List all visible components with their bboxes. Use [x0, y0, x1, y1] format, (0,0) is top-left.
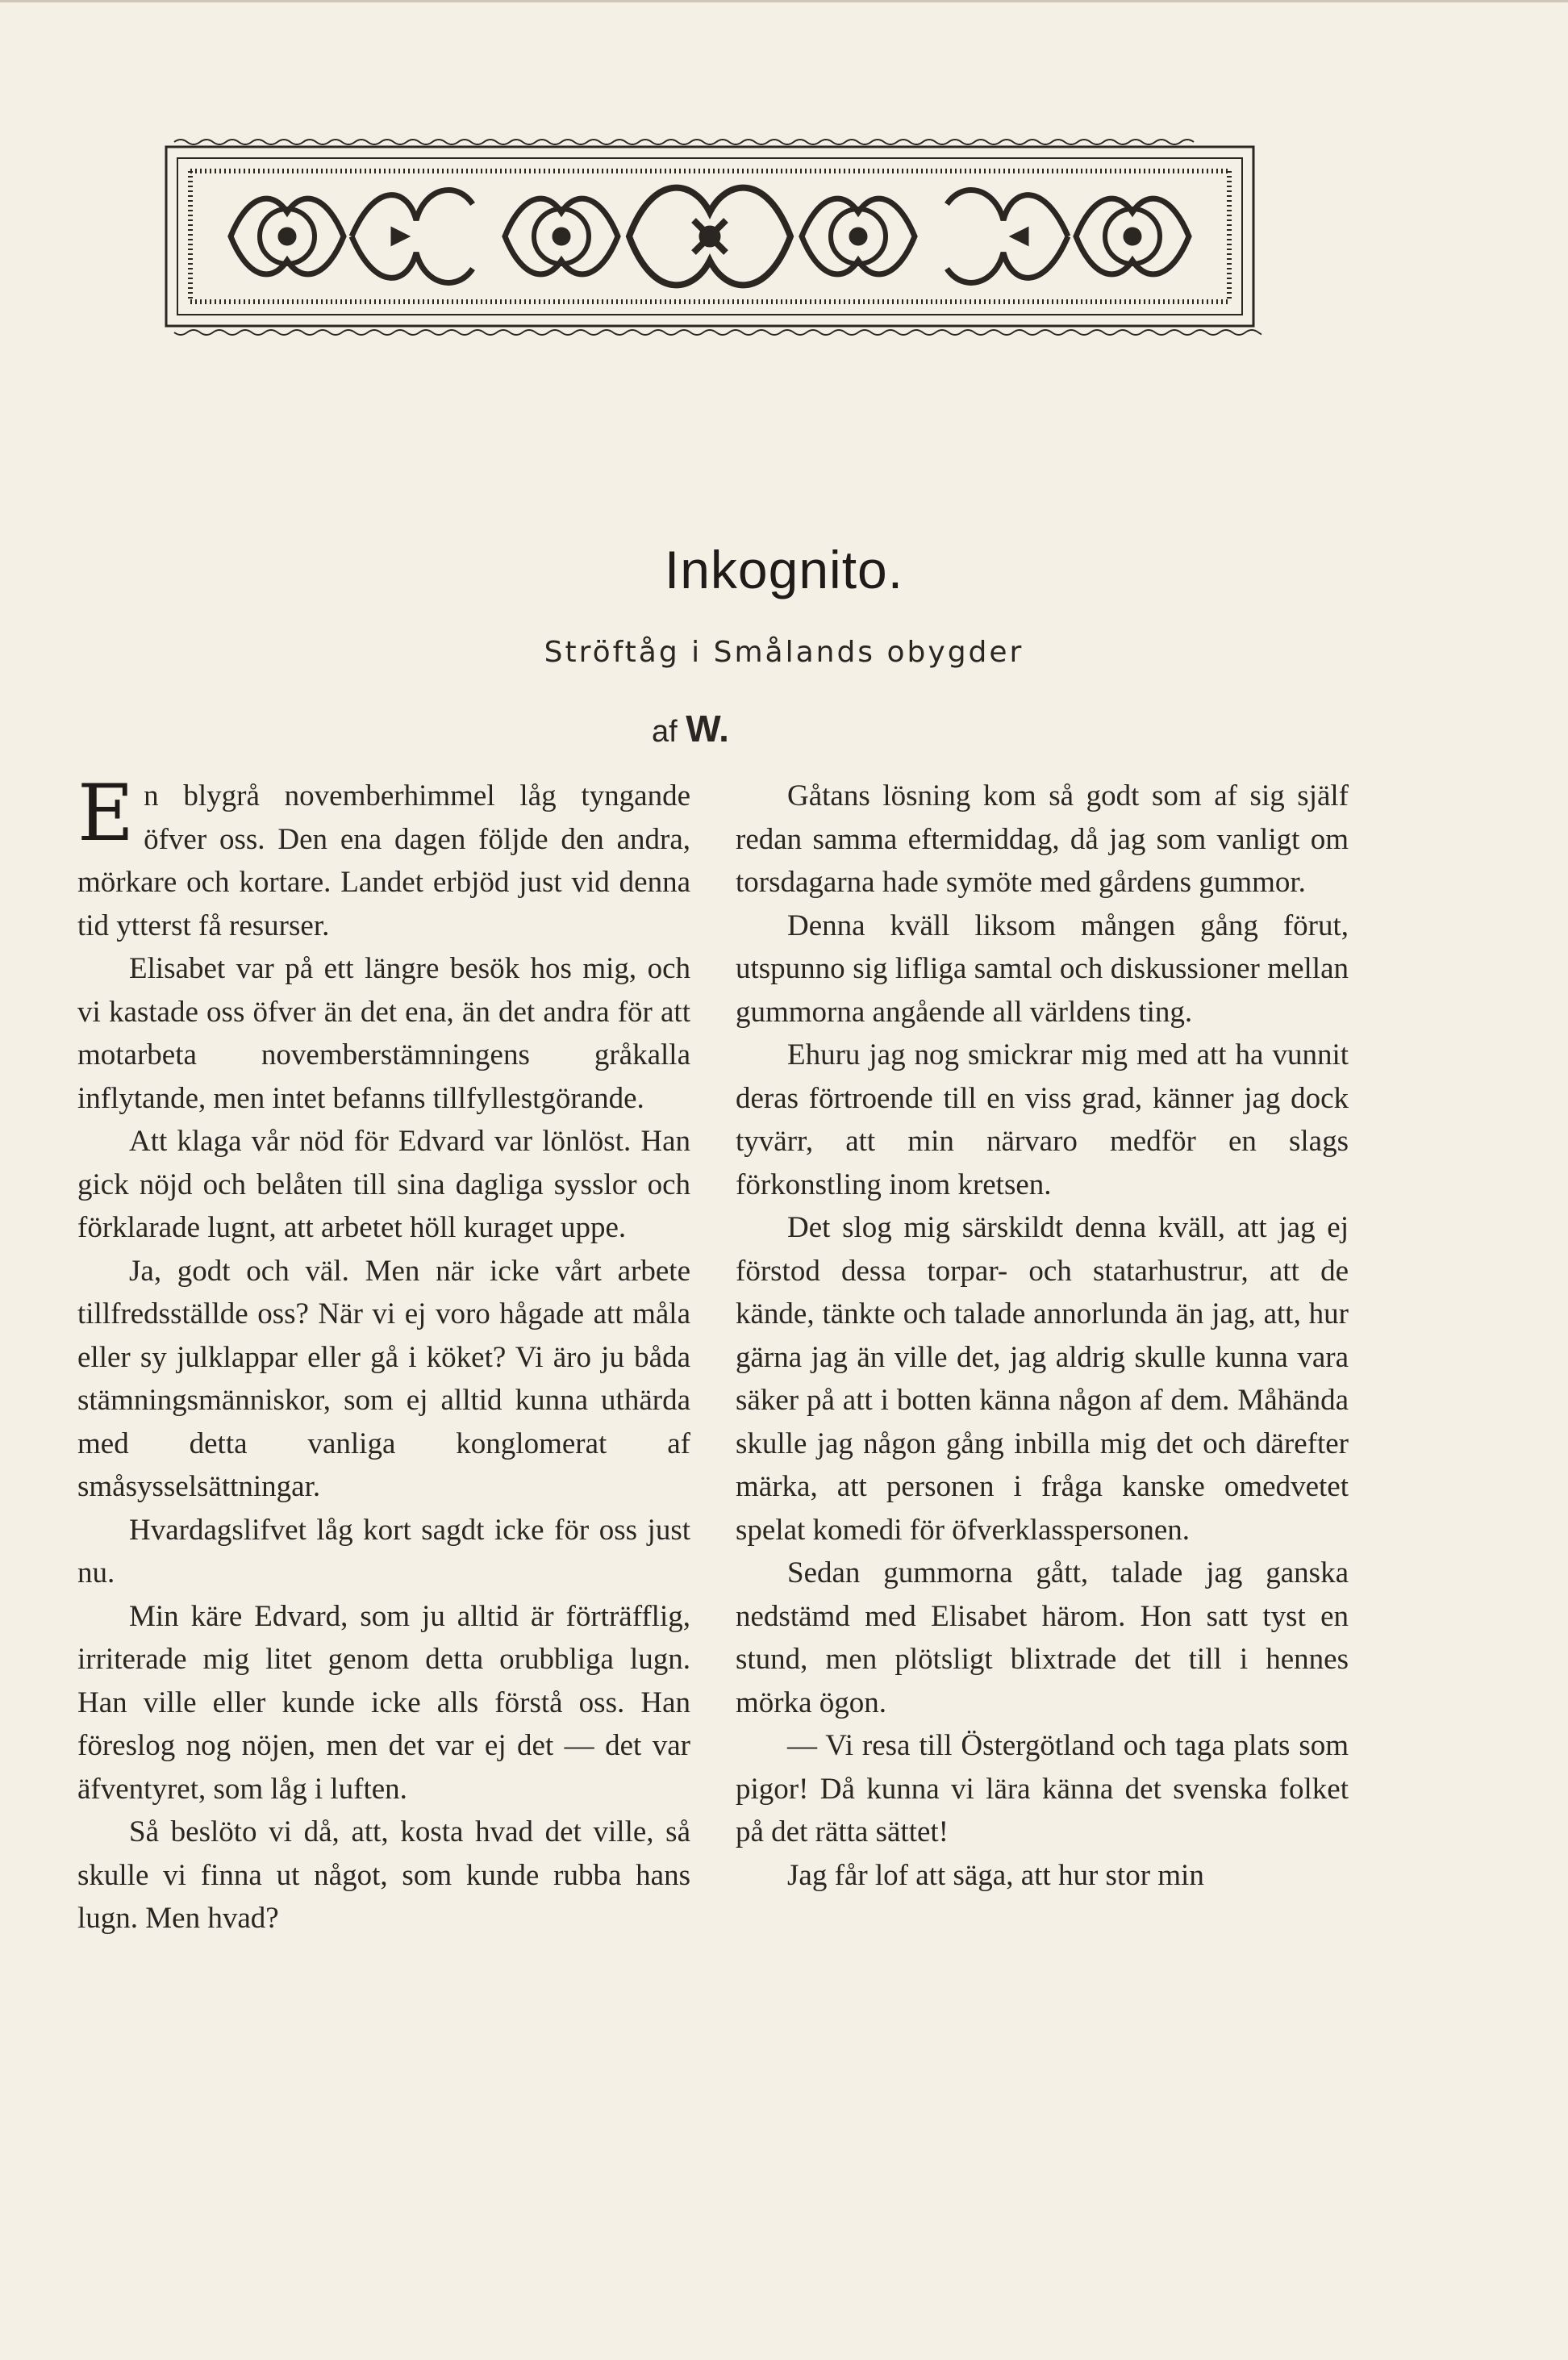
article-title: Inkognito. [664, 540, 904, 599]
drop-cap: E [77, 768, 135, 858]
right-column [736, 775, 1349, 1897]
byline [652, 707, 729, 750]
paragraph: Min käre Edvard, som ju alltid är förträfflig, irriterade mig litet genom detta orubbliga lugn. Han ville eller kunde icke alls förstå oss. Han föreslog nog nöjen, men det var ej det — det var äfventyret, som låg i luften. [77, 1599, 690, 1806]
paragraph: En blygrå novemberhimmel låg tyngande öfver oss. Den ena dagen följde den andra, mörkare och kortare. Landet erbjöd just vid denna tid ytterst få resurser. [77, 768, 690, 942]
byline-author: W. [686, 708, 729, 750]
paragraph: Ja, godt och väl. Men när icke vårt arbete tillfredsställde oss? När vi ej voro hågade att måla eller sy julklappar eller gå i köket? Vi äro ju båda stämningsmänniskor, som ej alltid kunna uthärda med detta vanliga konglomerat af småsysselsättningar. [77, 1254, 690, 1503]
paragraph: — Vi resa till Östergötland och taga plats som pigor! Då kunna vi lära känna det svenska folket på det rätta sättet! [736, 1729, 1349, 1848]
byline-prefix: af [652, 715, 678, 749]
paragraph: Hvardagslifvet låg kort sagdt icke för oss just nu. [77, 1513, 690, 1589]
paragraph: Gåtans lösning kom så godt som af sig själf redan samma eftermiddag, då jag som vanligt om torsdagarna hade symöte med gårdens gummor. [736, 779, 1349, 899]
paragraph: Ehuru jag nog smickrar mig med att ha vunnit deras förtroende till en viss grad, känner jag dock tyvärr, att min närvaro medför en slags förkonstling inom kretsen. [736, 1038, 1349, 1201]
paragraph: Elisabet var på ett längre besök hos mig, och vi kastade oss öfver än det ena, än det andra för att motarbeta novemberstämningens gråkalla inflytande, men intet befanns tillfyllestgörande. [77, 952, 690, 1115]
decorative-header-ornament [158, 136, 1261, 337]
article-subtitle: Ströftåg i Smålands obygder [544, 636, 1024, 669]
paragraph: Sedan gummorna gått, talade jag ganska nedstämd med Elisabet härom. Hon satt tyst en stund, men plötsligt blixtrade det till i hennes mörka ögon. [736, 1556, 1349, 1719]
left-column [77, 768, 690, 1940]
paragraph: Att klaga vår nöd för Edvard var lönlöst. Han gick nöjd och belåten till sina dagliga sysslor och förklarade lugnt, att arbetet höll kuraget uppe. [77, 1125, 690, 1244]
paragraph: Det slog mig särskildt denna kväll, att jag ej förstod dessa torpar- och statarhustrur, att de kände, tänkte och talade annorlunda än jag, att, hur gärna jag än ville det, jag aldrig skulle kunna vara säker på att i botten känna någon af dem. Måhända skulle jag någon gång inbilla mig det och därefter märka, att personen i fråga kanske omedvetet spelat komedi för öfverklasspersonen. [736, 1211, 1349, 1547]
paragraph: Jag får lof att säga, att hur stor min [787, 1858, 1204, 1892]
paragraph: Denna kväll liksom mången gång förut, utspunno sig lifliga samtal och diskussioner mellan gummorna angående all världens ting. [736, 908, 1349, 1029]
paragraph: Så beslöto vi då, att, kosta hvad det ville, så skulle vi finna ut något, som kunde rubba hans lugn. Men hvad? [77, 1815, 690, 1935]
